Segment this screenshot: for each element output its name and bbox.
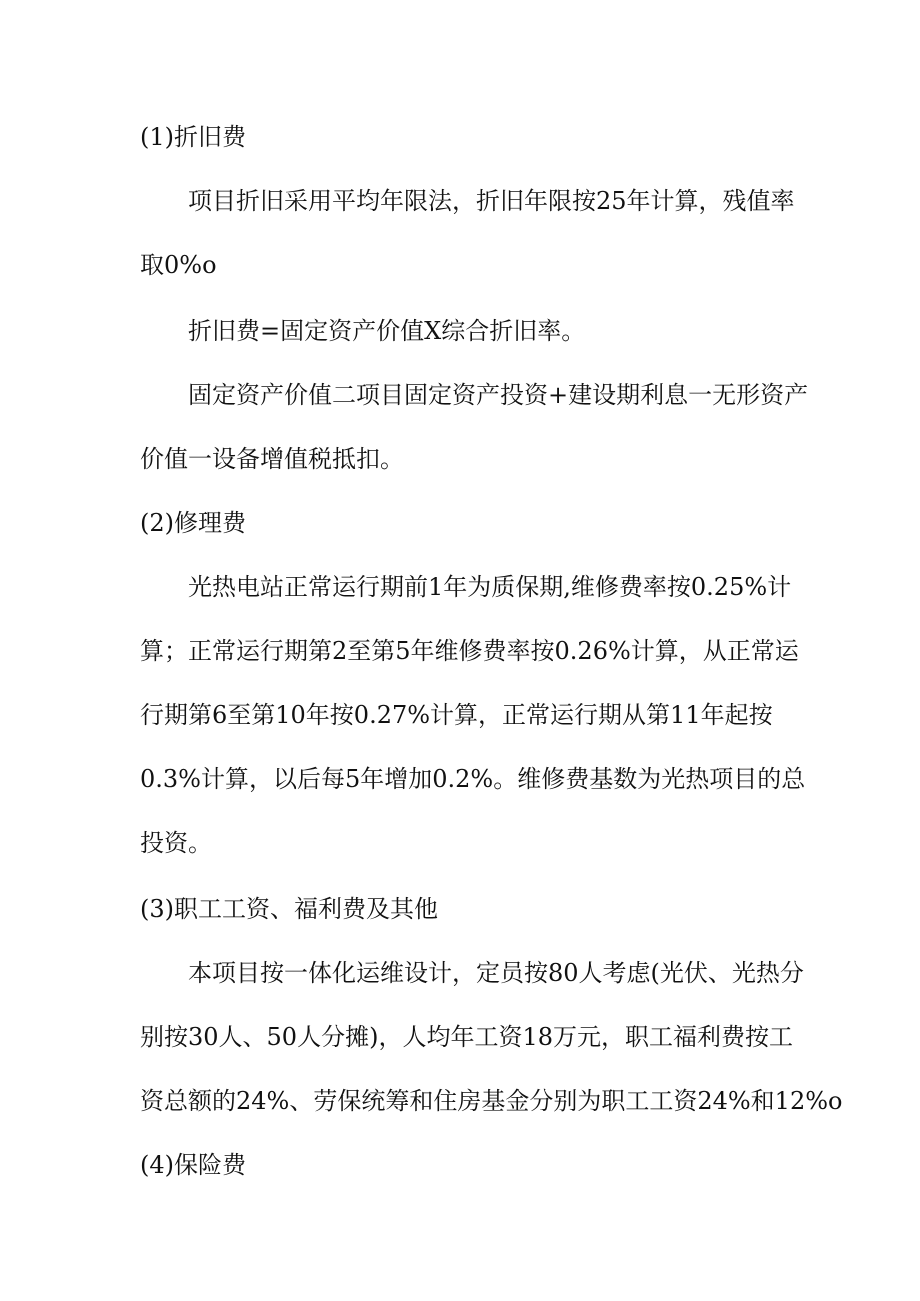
paragraph-line: 折旧费=固定资产价值X综合折旧率。 bbox=[188, 317, 586, 345]
paragraph-line: 取0%o bbox=[140, 251, 217, 279]
paragraph-line: 项目折旧采用平均年限法，折旧年限按25年计算，残值率 bbox=[188, 187, 795, 215]
paragraph-line: 0.3%计算，以后每5年增加0.2%。维修费基数为光热项目的总 bbox=[140, 765, 806, 793]
paragraph-line: 投资。 bbox=[140, 829, 212, 857]
paragraph-line: 资总额的24%、劳保统筹和住房基金分别为职工工资24%和12%o bbox=[140, 1087, 843, 1115]
paragraph-line: 固定资产价值二项目固定资产投资+建设期利息一无形资产 bbox=[188, 381, 809, 409]
section-heading-wages: (3)职工工资、福利费及其他 bbox=[140, 895, 438, 923]
section-heading-depreciation: (1)折旧费 bbox=[140, 123, 246, 151]
paragraph-line: 本项目按一体化运维设计，定员按80人考虑(光伏、光热分 bbox=[188, 959, 804, 987]
paragraph-line: 价值一设备增值税抵扣。 bbox=[140, 445, 404, 473]
section-heading-insurance: (4)保险费 bbox=[140, 1151, 246, 1179]
paragraph-line: 算；正常运行期第2至第5年维修费率按0.26%计算，从正常运 bbox=[140, 637, 799, 665]
paragraph-line: 别按30人、50人分摊)，人均年工资18万元，职工福利费按工 bbox=[140, 1023, 793, 1051]
paragraph-line: 光热电站正常运行期前1年为质保期,维修费率按0.25%计 bbox=[188, 573, 792, 601]
section-heading-repair: (2)修理费 bbox=[140, 509, 246, 537]
paragraph-line: 行期第6至第10年按0.27%计算，正常运行期从第11年起按 bbox=[140, 701, 773, 729]
